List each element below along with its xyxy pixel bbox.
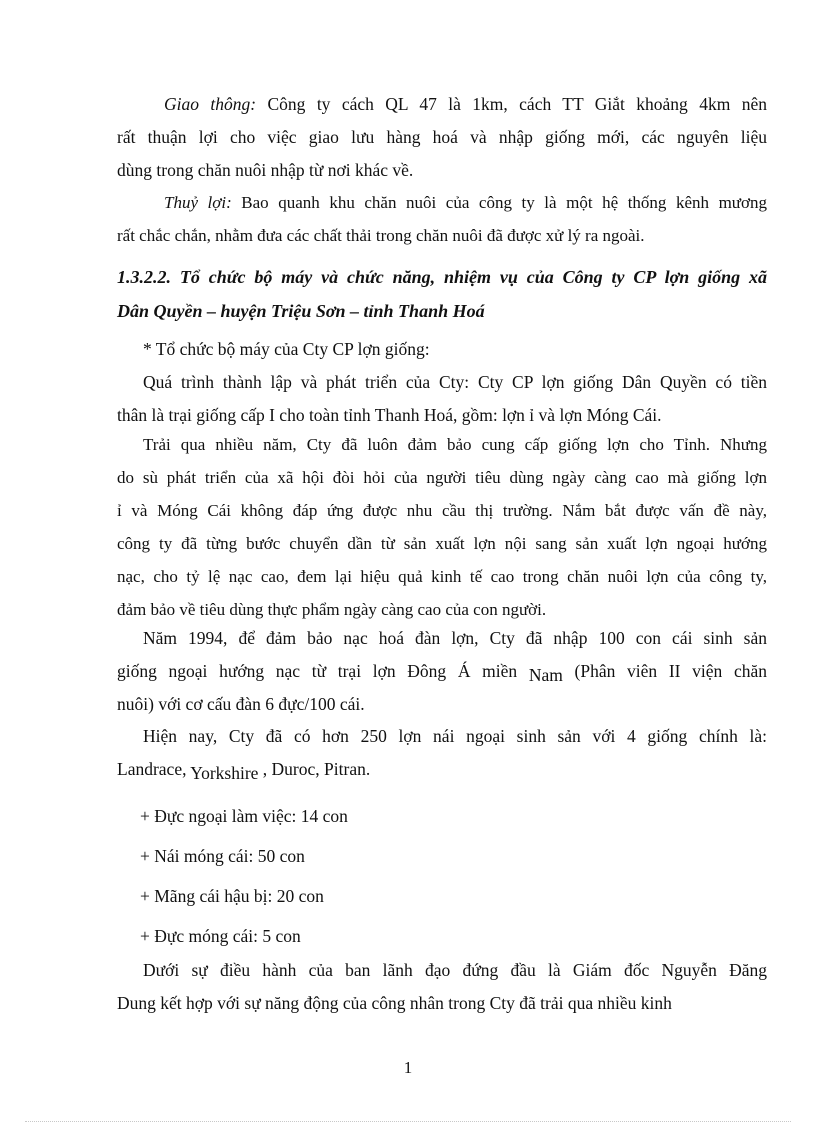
- paragraph-line: rất thuận lợi cho việc giao lưu hàng hoá và nhập giống mới, các nguyên liệu: [117, 127, 767, 147]
- list-item: + Đực ngoại làm việc: 14 con: [140, 806, 348, 826]
- page-number: 1: [403, 1058, 413, 1077]
- paragraph-line: thân là trại giống cấp I cho toàn tỉnh Thanh Hoá, gồm: lợn ỉ và lợn Móng Cái.: [117, 405, 662, 425]
- paragraph-line: Hiện nay, Cty đã có hơn 250 lợn nái ngoại sinh sản với 4 giống chính là:: [143, 726, 767, 746]
- paragraph-line: Giao thông: Công ty cách QL 47 là 1km, cách TT Giắt khoảng 4km nên: [164, 94, 767, 114]
- paragraph-leadership: [117, 954, 767, 1020]
- paragraph-line: đảm bảo về tiêu dùng thực phẩm ngày càng cao của con người.: [117, 600, 547, 619]
- list-item: + Đực móng cái: 5 con: [140, 926, 301, 946]
- paragraph-line: Dưới sự điều hành của ban lãnh đạo đứng đầu là Giám đốc Nguyễn Đăng: [143, 960, 767, 980]
- paragraph-line: giống ngoại hướng nạc từ trại lợn Đông Á miền Nam (Phân viên II viện chăn: [117, 661, 767, 685]
- paragraph-line: ỉ và Móng Cái không đáp ứng được nhu cầu thị trường. Nắm bắt được vấn đề này,: [117, 501, 767, 520]
- paragraph-import-1994: [117, 622, 767, 721]
- paragraph-line: Landrace, Yorkshire , Duroc, Pitran.: [117, 759, 371, 783]
- paragraph-line: công ty đã từng bước chuyển dần từ sản xuất lợn nội sang sản xuất lợn ngoại hướng: [117, 534, 767, 553]
- paragraph-org-structure: [143, 333, 793, 366]
- paragraph-line: Dung kết hợp với sự năng động của công nhân trong Cty đã trải qua nhiều kinh: [117, 993, 672, 1013]
- paragraph-line: Trải qua nhiều năm, Cty đã luôn đảm bảo cung cấp giống lợn cho Tỉnh. Nhưng: [143, 435, 767, 454]
- label-irrigation: Thuỷ lợi:: [164, 193, 232, 212]
- paragraph-line: rất chắc chắn, nhằm đưa các chất thải trong chăn nuôi đã được xử lý ra ngoài.: [117, 226, 645, 245]
- label-transport: Giao thông:: [164, 94, 257, 114]
- paragraph-history: [117, 366, 767, 432]
- list-item: + Nái móng cái: 50 con: [140, 846, 305, 866]
- paragraph-current-herd: [117, 720, 767, 786]
- paragraph-transport: [117, 88, 767, 187]
- list-item: + Mãng cái hậu bị: 20 con: [140, 886, 324, 906]
- paragraph-line: * Tổ chức bộ máy của Cty CP lợn giống:: [143, 339, 430, 359]
- paragraph-line: Thuỷ lợi: Bao quanh khu chăn nuôi của công ty là một hệ thống kênh mương: [164, 193, 767, 212]
- paragraph-line: Năm 1994, để đảm bảo nạc hoá đàn lợn, Cty đã nhập 100 con cái sinh sản: [143, 628, 767, 648]
- paragraph-line: dùng trong chăn nuôi nhập từ nơi khác về.: [117, 160, 414, 180]
- page-bottom-divider: [25, 1121, 791, 1122]
- livestock-list: [140, 796, 348, 956]
- heading-line: Dân Quyền – huyện Triệu Sơn – tỉnh Thanh Hoá: [117, 301, 485, 321]
- paragraph-line: do sù phát triển của xã hội đòi hỏi của người tiêu dùng ngày càng cao mà giống lợn: [117, 468, 767, 487]
- paragraph-line: nạc, cho tỷ lệ nạc cao, đem lại hiệu quả kinh tế cao trong chăn nuôi lợn của công ty,: [117, 567, 767, 586]
- paragraph-line: nuôi) với cơ cấu đàn 6 đực/100 cái.: [117, 694, 365, 714]
- paragraph-irrigation: [117, 186, 767, 252]
- section-heading: [117, 260, 767, 328]
- paragraph-development: [117, 428, 767, 626]
- heading-line: 1.3.2.2. Tổ chức bộ máy và chức năng, nhiệm vụ của Công ty CP lợn giống xã: [117, 267, 767, 287]
- paragraph-line: Quá trình thành lập và phát triển của Cty: Cty CP lợn giống Dân Quyền có tiền: [143, 372, 767, 392]
